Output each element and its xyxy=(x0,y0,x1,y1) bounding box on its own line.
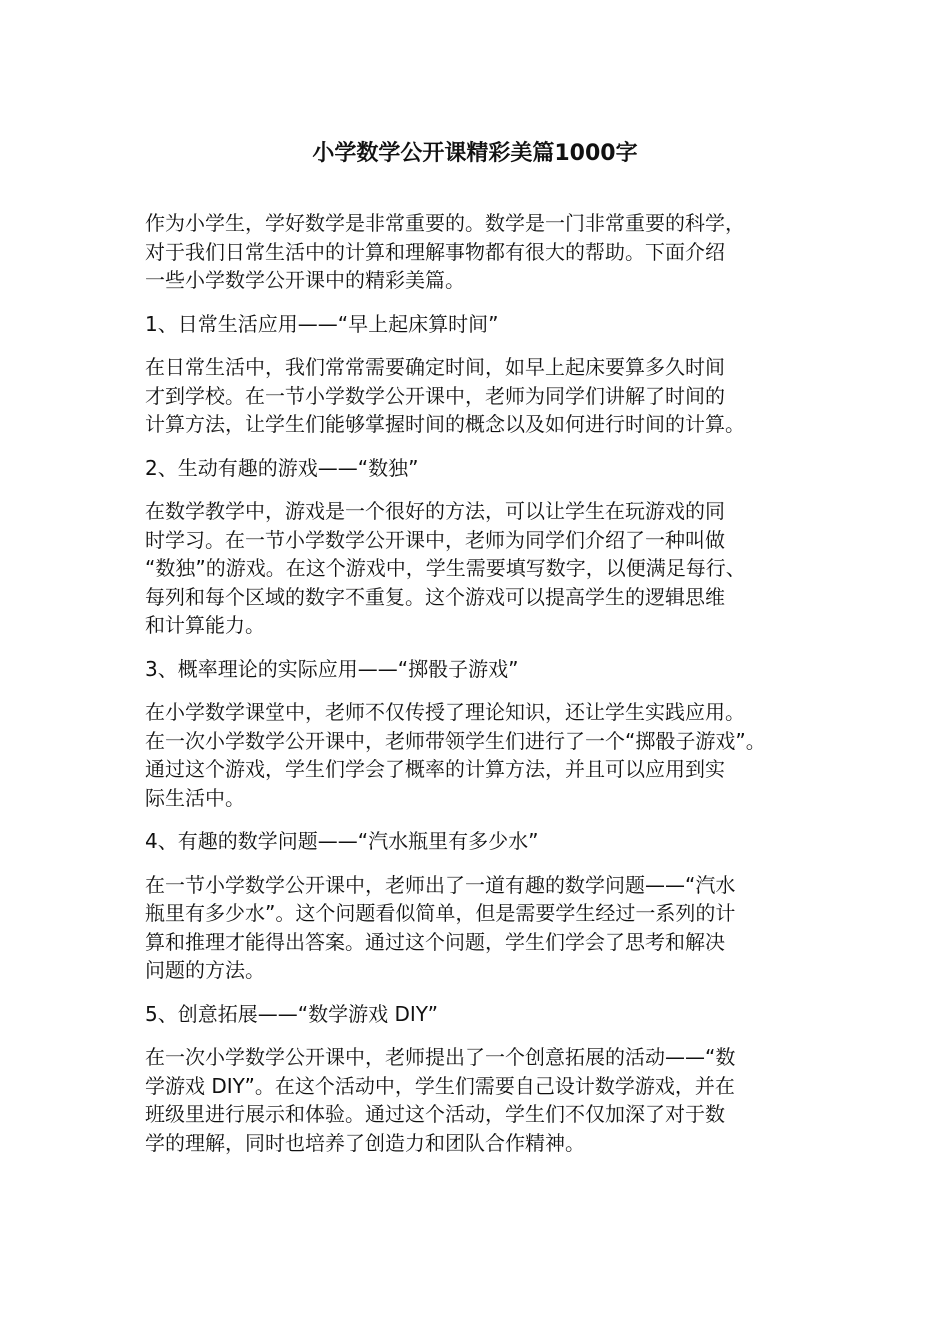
section-3-body: 在小学数学课堂中，老师不仅传授了理论知识，还让学生实践应用。 在一次小学数学公开课中，老师带领学生们进行了一个“掷骰子游戏”。 通过这个游戏，学生们学会了概率的计算方法，并且可以应用到实 际生活中。 xyxy=(145,700,766,810)
document-title: 小学数学公开课精彩美篇1000字 xyxy=(312,141,638,166)
section-1-heading: 1、日常生活应用——“早上起床算时间” xyxy=(145,311,499,336)
section-3-heading: 3、概率理论的实际应用——“掷骰子游戏” xyxy=(145,656,519,681)
section-2-heading: 2、生动有趣的游戏——“数独” xyxy=(145,455,419,480)
section-5-body: 在一次小学数学公开课中，老师提出了一个创意拓展的活动——“数 学游戏 DIY”。在这个活动中，学生们需要自己设计数学游戏，并在 班级里进行展示和体验。通过这个活动，学生们不仅加深了对于数 学的理解，同时也培养了创造力和团队合作精神。 xyxy=(145,1045,736,1155)
section-5-heading: 5、创意拓展——“数学游戏 DIY” xyxy=(145,1001,438,1026)
section-1-body: 在日常生活中，我们常常需要确定时间，如早上起床要算多久时间 才到学校。在一节小学数学公开课中，老师为同学们讲解了时间的 计算方法，让学生们能够掌握时间的概念以及如何进行时间的计算。 xyxy=(145,355,745,436)
section-4-heading: 4、有趣的数学问题——“汽水瓶里有多少水” xyxy=(145,829,539,853)
intro-paragraph: 作为小学生，学好数学是非常重要的。数学是一门非常重要的科学， 对于我们日常生活中的计算和理解事物都有很大的帮助。下面介绍 一些小学数学公开课中的精彩美篇。 xyxy=(145,211,745,292)
section-2-body: 在数学教学中，游戏是一个很好的方法，可以让学生在玩游戏的同 时学习。在一节小学数学公开课中，老师为同学们介绍了一种叫做 “数独”的游戏。在这个游戏中，学生需要填写数字，以便满足每行、 每列和每个区域的数字不重复。这个游戏可以提高学生的逻辑思维 和计算能力。 xyxy=(145,499,746,637)
section-4-body: 在一节小学数学公开课中，老师出了一道有趣的数学问题——“汽水 瓶里有多少水”。这个问题看似简单，但是需要学生经过一系列的计 算和推理才能得出答案。通过这个问题，学生们学会了思考和解决 问题的方法。 xyxy=(145,872,736,982)
document-body xyxy=(145,209,820,1172)
